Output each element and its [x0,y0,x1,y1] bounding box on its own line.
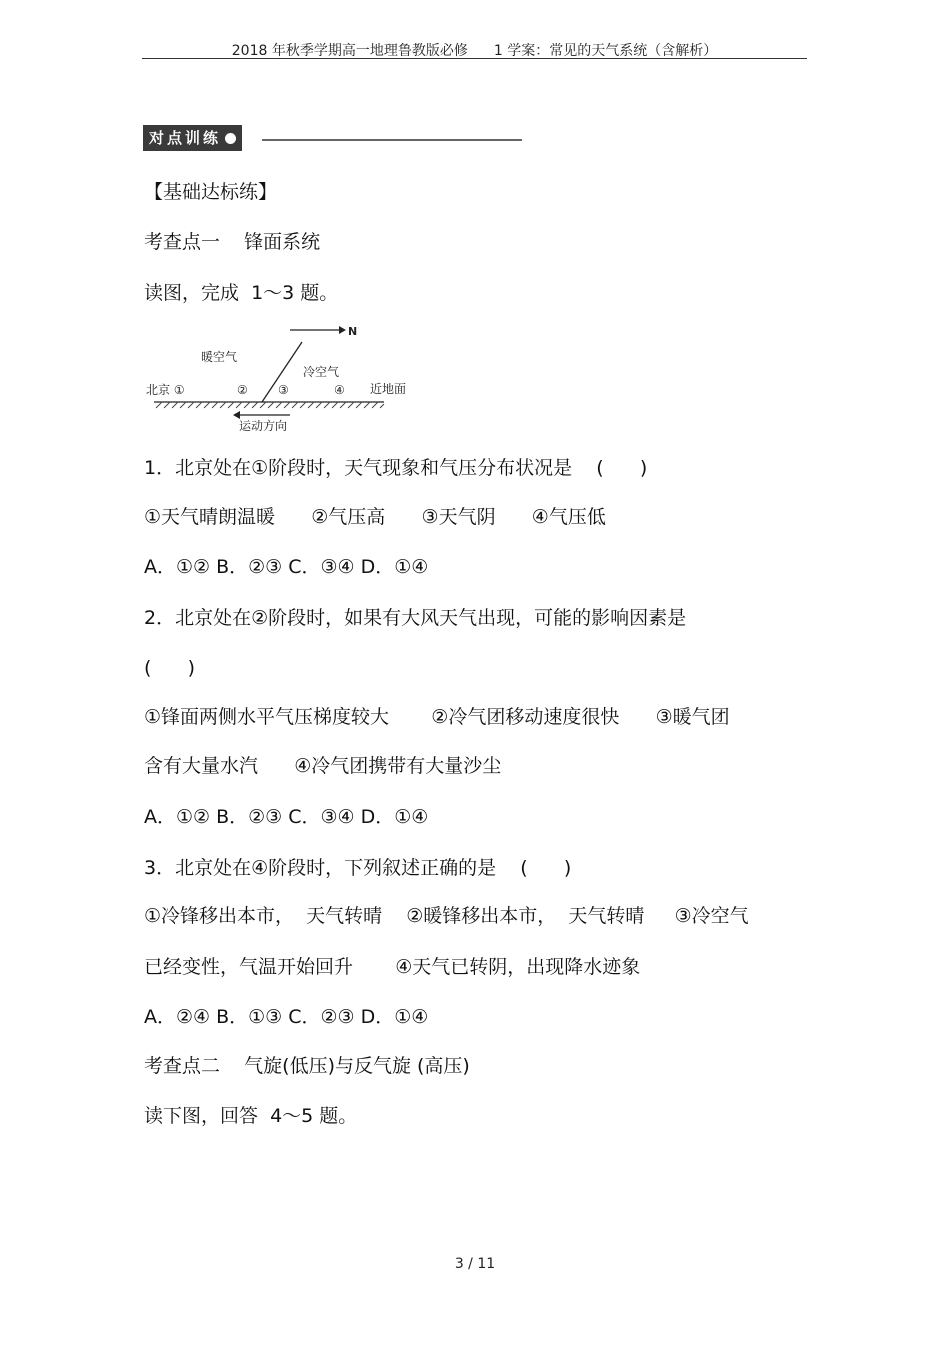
bullet-dot-icon [225,133,236,144]
question-3-options-2: 已经变性，气温开始回升 ④天气已转阴，出现降水迹象 [144,956,641,978]
stage-4-label: ④ [334,383,345,397]
question-2-options-1: ①锋面两侧水平气压梯度较大 ②冷气团移动速度很快 ③暖气团 [144,706,730,728]
question-2: 2．北京处在②阶段时，如果有大风天气出现，可能的影响因素是 [144,607,687,629]
warm-air-label: 暖空气 [201,350,238,364]
question-1-options: ①天气晴朗温暖 ②气压高 ③天气阴 ④气压低 [144,506,606,528]
question-2-paren: ( ) [144,657,196,679]
question-1-choices: A．①② B．②③ C．③④ D．①④ [144,556,429,578]
header-divider [142,58,807,59]
topic-heading-1: 考查点一 锋面系统 [144,231,321,253]
page-number: 3 / 11 [454,1256,496,1272]
cold-air-label: 冷空气 [303,365,340,379]
topic-heading-2: 考查点二 气旋(低压)与反气旋 (高压) [144,1055,470,1077]
section-tag-label: 对点训练 [149,129,222,147]
instruction-2: 读下图，回答 4～5 题。 [144,1105,358,1127]
ground-label: 近地面 [370,382,407,396]
north-arrow-head-icon [339,326,346,334]
front-diagram [144,322,407,434]
question-2-options-2: 含有大量水汽 ④冷气团携带有大量沙尘 [144,755,502,777]
section-tag [143,125,242,151]
beijing-label: 北京 ① [146,383,185,397]
stage-2-label: ② [237,383,248,397]
page-header [142,40,807,60]
header-right: 1 学案：常见的天气系统（含解析） [493,43,718,59]
section-divider [262,139,522,141]
question-3-options-1: ①冷锋移出本市， 天气转晴 ②暖锋移出本市， 天气转晴 ③冷空气 [144,905,749,927]
motion-direction-label: 运动方向 [239,419,288,433]
question-2-choices: A．①② B．②③ C．③④ D．①④ [144,806,429,828]
practice-heading: 【基础达标练】 [144,181,278,203]
header-left: 2018 年秋季学期高一地理鲁教版必修 [231,43,468,59]
question-1: 1．北京处在①阶段时，天气现象和气压分布状况是 ( ) [144,457,648,479]
stage-3-label: ③ [278,383,289,397]
question-3-choices: A．②④ B．①③ C．②③ D．①④ [144,1006,429,1028]
north-label: N [348,325,358,338]
ground-hatching [156,402,384,408]
question-3: 3．北京处在④阶段时，下列叙述正确的是 ( ) [144,857,572,879]
motion-arrow-head-icon [233,411,240,419]
instruction-1: 读图，完成 1～3 题。 [144,282,339,304]
